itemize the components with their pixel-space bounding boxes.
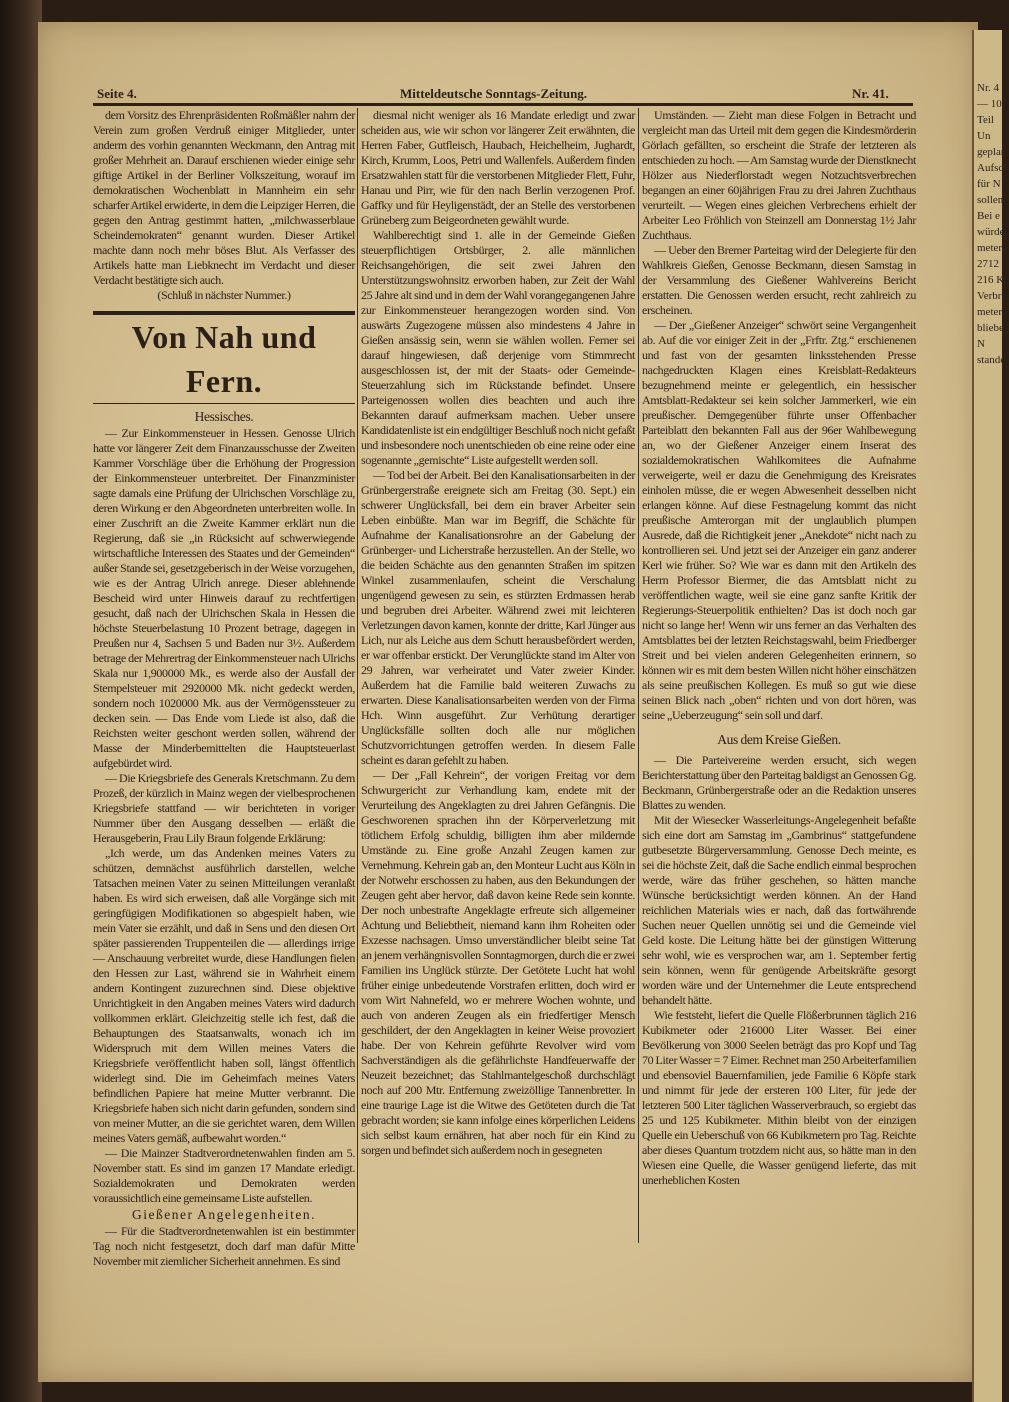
adjacent-page-fragment: Nr. 4 (977, 82, 999, 94)
issue-number: Nr. 41. (852, 86, 889, 101)
article-paragraph: Mit der Wiesecker Wasserleitungs-Angelegenheit befaßte sich eine dort am Samstag im „Gambrinus“ stattgefundene gutbesetzte Bürgerversammlung. Genosse Dech meinte, es sei die höchste Zeit, daß die Sache endlich einmal besprochen werde, wäre das früher geschehen, so hätten manche Wünsche berücksichtigt werden können. An der Hand reichlichen Materials wies er nach, daß das fortwährende Suchen neuer Quellen unnötig sei und die Gemeinde viel Geld koste. Die Leitung hätte bei der günstigen Witterung sehr wohl, wie es versprochen war, am 1. September fertig sein können, wenn für genügende Arbeitskräfte gesorgt worden wäre und der Unternehmer die Leute entsprechend behandelt hätte. (642, 813, 916, 1007)
adjacent-page-fragment: Teil (977, 114, 994, 126)
article-paragraph: — Die Mainzer Stadtverordnetenwahlen finden am 5. November statt. Es sind im ganzen 17 Mandate erledigt. Sozialdemokraten und Demokraten werden voraussichtlich eine gemeinsame Liste aufstellen. (93, 1146, 355, 1205)
article-paragraph: — Ueber den Bremer Parteitag wird der Delegierte für den Wahlkreis Gießen, Genosse Beckmann, diesen Samstag in der Versammlung des Gießener Wahlvereins Bericht erstatten. Die Genossen werden ersucht, recht zahlreich zu erscheinen. (642, 243, 916, 317)
article-paragraph: „Ich werde, um das Andenken meines Vaters zu schützen, demnächst ausführlich darstellen, welche Tatsachen meinen Vater zu seinen Mitteilungen veranlaßt haben. Es wird sich erweisen, daß alle Vorgänge sich mit geringfügigen Modifikationen so abgespielt haben, wie mein Vater sie erzählt, und daß in Sens und den diesen Ort später passierenden Truppenteilen die — allerdings irrige — Anschauung verbreitet wurde, diese Handlungen fielen den Hessen zur Last, während sie in Wahrheit einem andern Kontingent zuzurechnen sind. Diese objektive Unrichtigkeit in den Angaben meines Vaters wird dadurch vollkommen erklärt. Gleichzeitig stelle ich fest, daß die Behauptungen des Staatsanwalts, wonach ich im Widerspruch mit dem Willen meines Vaters die Kriegsbriefe veröffentlicht haben soll, längst öffentlich widerlegt sind. Die im Geheimfach meines Vaters befindlichen Papiere hat meine Mutter verbrannt. Die Kriegsbriefe haben sich nicht darin gefunden, sondern sind von meiner Mutter, an die sie gerichtet waren, dem Willen meines Vaters gemäß, aufbewahrt worden.“ (93, 846, 355, 1145)
article-paragraph: diesmal nicht weniger als 16 Mandate erledigt und zwar scheiden aus, wie wir schon vor längerer Zeit erwähnten, die Herren Faber, Gutfleisch, Haubach, Heichelheim, Jughardt, Kirch, Krumm, Loos, Petri und Wallenfels. Außerdem finden Ersatzwahlen statt für die verstorbenen Mitglieder Flett, Fuhr, Hanau und Pirr, wie für den nach Berlin verzogenen Prof. Gaffky und für Heyligenstädt, der an Stelle des verstorbenen Grüneberg zum Beigeordneten gewählt wurde. (361, 108, 635, 227)
column-3 (642, 108, 916, 1188)
adjacent-page-fragment: metern (977, 242, 1008, 254)
article-paragraph: — Für die Stadtverordnetenwahlen ist ein bestimmter Tag noch nicht festgesetzt, doch darf man dafür Mitte November mit ziemlicher Sicherheit annehmen. Es sind (93, 1224, 355, 1268)
column-2 (361, 108, 635, 1158)
adjacent-page-fragment: sollen (977, 194, 1004, 206)
article-paragraph: Wahlberechtigt sind 1. alle in der Gemeinde Gießen steuerpflichtigen Ortsbürger, 2. alle männlichen Reichsangehörigen, die seit zwei Jahren den Unterstützungswohnsitz erworben haben, zur Zeit der Wahl 25 Jahre alt sind und in dem der Wahl vorangegangenen Jahre zur Einkommensteuer herangezogen worden sind. Von auswärts Zugezogene müssen also mindestens 4 Jahre in Gießen ansässig sein, wenn sie wählen wollen. Ferner sei darauf hingewiesen, daß derjenige vom Stimmrecht ausgeschlossen ist, der mit der Staats- oder Gemeinde-Steuerzahlung sich im Rückstande befindet. Unsere Parteigenossen wollen dies beachten und auch ihre Bekannten darauf aufmerksam machen. Ueber unsere Kandidatenliste ist ein endgültiger Beschluß noch nicht gefaßt und insbesondere noch unentschieden ob eine reine oder eine sogenannte „gemischte“ Liste aufgestellt werden soll. (361, 228, 635, 467)
adjacent-page-fragment: Un (977, 130, 991, 142)
adjacent-page-fragment: Verbr (977, 290, 1002, 302)
adjacent-page-fragment: bliebe (977, 322, 1004, 334)
column-1 (93, 108, 355, 1269)
article-paragraph: — Die Kriegsbriefe des Generals Kretschmann. Zu dem Prozeß, der kürzlich in Mainz wegen der vielbesprochenen Kriegsbriefe stattfand — wir berichteten in voriger Nummer über den Ausgang desselben — erläßt die Herausgeberin, Frau Lily Braun folgende Erklärung: (93, 771, 355, 845)
adjacent-page-fragment: für N (977, 178, 1001, 190)
header-rule (93, 103, 913, 106)
book-binding (0, 0, 42, 1402)
subsection-title: Gießener Angelegenheiten. (132, 1207, 316, 1222)
subsection-title: Hessisches. (194, 409, 254, 424)
adjacent-page-fragment: Bei e (977, 210, 1000, 222)
article-paragraph: — Der „Fall Kehrein“, der vorigen Freitag vor dem Schwurgericht zur Verhandlung kam, endete mit der Verurteilung des Angeklagten zu drei Jahren Gefängnis. Die Geschworenen sprachen ihn der Körperverletzung mit tötlichem Erfolg schuldig, billigten ihm aber mildernde Umstände zu. Eine große Anzahl Zeugen kamen zur Vernehmung. Kehrein gab an, den Monteur Lucht aus Köln in der Notwehr erschossen zu haben, aus den Bekundungen der Zeugen geht aber hervor, daß davon keine Rede sein konnte. Der noch unbestrafte Angeklagte erfreute sich allgemeiner Achtung und Beliebtheit, niemand kann ihm Roheiten oder Exzesse nachsagen. Umso unverständlicher bleibt seine Tat an jenem verhängnisvollen Sonntagmorgen, durch die er zwei Familien ins Unglück stürzte. Der Getötete Lucht hat wohl früher einige unbedeutende Vorstrafen erlitten, doch wird er vom Wirt Nahnefeld, wo er mehrere Wochen wohnte, und auch von anderen Zeugen als ein friedfertiger Mensch geschildert, der den Angeklagten in keiner Weise provoziert habe. Der von Kehrein geführte Revolver wird vom Sachverständigen als die gefährlichste Handfeuerwaffe der Neuzeit bezeichnet; das Stahlmantelgeschoß durchschlägt noch auf 200 Mtr. Entfernung zweizöllige Tannenbretter. In eine traurige Lage ist die Witwe des Getöteten durch die Tat gebracht worden; sie kann infolge eines körperlichen Leidens sich selbst kaum ernähren, hat aber noch für ein Kind zu sorgen und befindet sich außerdem noch in gesegneten (361, 768, 635, 1157)
article-paragraph: Wie feststeht, liefert die Quelle Flößerbrunnen täglich 216 Kubikmeter oder 216000 Liter Wasser. Bei einer Bevölkerung von 3000 Seelen beträgt das pro Kopf und Tag 70 Liter Wasser = 7 Eimer. Rechnet man 250 Arbeiterfamilien und ebensoviel Bauernfamilien, jede Familie 6 Köpfe stark und nimmt für jede der ersteren 100 Liter, für jede der letzteren 500 Liter täglichen Wasserverbrauch, so ergiebt das 25 und 125 Kubikmeter. Mithin bleibt von der einzigen Quelle ein Ueberschuß von 66 Kubikmetern pro Tag. Reichte aber dieses Quantum trotzdem nicht aus, so hätte man in den Wiesen eine Quelle, die Wasser genügend lieferte, das mit unerheblichen Kosten (642, 1008, 916, 1187)
article-paragraph: Umständen. — Zieht man diese Folgen in Betracht und vergleicht man das Urteil mit dem gegen die Kindesmörderin Görlach gefällten, so erscheint die Strafe der letzteren als entschieden zu hoch. — Am Samstag wurde der Dienstknecht Hölzer aus Niederflorstadt wegen Notzuchtsverbrechen begangen an einer 60jährigen Frau zu drei Jahren Zuchthaus verurteilt. — Wegen eines gleichen Verbrechens erhielt der Arbeiter Leo Fröhlich von Steinzell am Donnerstag 1½ Jahr Zuchthaus. (642, 108, 916, 242)
page-number: Seite 4. (97, 86, 137, 101)
adjacent-page-fragment: 2712 (977, 258, 999, 270)
column-divider (357, 108, 358, 1243)
adjacent-page-fragment: meter (977, 306, 1003, 318)
article-paragraph: — Der „Gießener Anzeiger“ schwört seine Vergangenheit ab. Auf die vor einiger Zeit in der „Frftr. Ztg.“ erschienenen und fast von der gesamten linksstehenden Presse nachgedruckten Klagen eines Kreisblatt-Redakteurs bezugnehmend meinte er gelegentlich, ein hessischer Amtsblatt-Redakteur sei kein solcher Jammerkerl, wie ein preußischer. Demgegenüber führte unser Offenbacher Parteiblatt den bekannten Fall aus der 96er Wahlbewegung an, wo der Gießener Anzeiger einem Inserat des sozialdemokratischen Wahlkomitees die Aufnahme verweigerte, weil er dazu die Genehmigung des Kreisrates einholen müsse, die er wegen Abwesenheit desselben nicht erlangen könne. Auf diese Festnagelung kommt das nicht preußische Amterorgan mit der unglaublich plumpen Ausrede, daß die Richtigkeit jener „Anekdote“ nicht nach zu kontrollieren sei. Und jetzt sei der Anzeiger ein ganz anderer Kerl wie früher. So? Wie war es dann mit den Artikeln des Herrn Professor Biermer, die das Amtsblatt nicht zu veröffentlichen wagte, weil sie eine ganz sanfte Kritik der Regierungs-Steuerpolitik enthielten? Das ist doch noch gar nicht so lange her! Wenn wir uns ferner an das Verhalten des Amtsblattes bei der letzten Reichstagswahl, beim Friedberger Streit und bei vielen anderen Gelegenheiten erinnern, so können wir es mit dem besten Willen nicht höher einschätzen als seine preußischen Kollegen. Es muß so gut wie diese seinen Blick nach „oben“ richten und von dort hören, was seine „Ueberzeugung“ sein soll und darf. (642, 318, 916, 722)
continued-note: (Schluß in nächster Nummer.) (157, 288, 291, 302)
adjacent-page-fragment: N (977, 338, 985, 350)
adjacent-page-fragment: Aufsch (977, 162, 1009, 174)
article-paragraph: — Die Parteivereine werden ersucht, sich wegen Berichterstattung über den Parteitag baldigst an Genossen Gg. Beckmann, Grünbergerstraße oder an die Redaktion unseres Blattes zu wenden. (642, 753, 916, 812)
adjacent-page-fragment: würde, (977, 226, 1008, 238)
adjacent-page-fragment: 216 K (977, 274, 1005, 286)
article-paragraph: — Zur Einkommensteuer in Hessen. Genosse Ulrich hatte vor längerer Zeit dem Finanzausschusse der Zweiten Kammer Vorschläge über die Erhöhung der Progression der Einkommensteuer unterbreitet. Der Finanzminister sagte damals eine Prüfung der Ulrichschen Vorschläge zu, deren Wirkung er den Abgeordneten unterbreiten wolle. In einer Zuschrift an die Zweite Kammer erklärt nun die Regierung, daß sie „in Rücksicht auf schwerwiegende wirtschaftliche Interessen des Staates und der Gemeinden“ außer Stande sei, gesetzgeberisch in der Weise vorzugehen, wie es der Antrag Ulrich anrege. Dieser ablehnende Bescheid wird unter Hinweis darauf zu rechtfertigen gesucht, daß nach der Ulrichschen Skala in Hessen die höchste Steuerbelastung 10 Prozent betrage, dagegen in Preußen nur 4, Sachsen 5 und Baden nur 3½. Außerdem betrage der Mehrertrag der Einkommensteuer nach Ulrichs Skala nur 1,900000 Mk., es werde also der Ausfall der Stempelsteuer mit 2920000 Mk. nicht gedeckt werden, sondern noch 1020000 Mk. aus der Vermögenssteuer zu decken sein. — Das Ende vom Liede ist also, daß die Reichsten weiter geschont werden sollen, während der Masse der Minderbemittelten die Hauptsteuerlast aufgebürdet wird. (93, 426, 355, 770)
subsection-title: Aus dem Kreise Gießen. (717, 732, 841, 747)
column-divider (638, 108, 639, 1243)
newspaper-title: Mitteldeutsche Sonntags-Zeitung. (400, 86, 588, 101)
section-title: Von Nah und Fern. (93, 311, 355, 404)
adjacent-page-edge (972, 30, 1009, 1402)
adjacent-page-fragment: stande (977, 354, 1006, 366)
adjacent-page-fragment: geplan (977, 146, 1007, 158)
article-paragraph: — Tod bei der Arbeit. Bei den Kanalisationsarbeiten in der Grünbergerstraße ereignete sich am Freitag (30. Sept.) ein schwerer Unglücksfall, bei dem ein braver Arbeiter sein Leben einbüßte. Man war im Begriff, die Schächte für Aufnahme der Kanalisationsrohre an der Gabelung der Grünberger- und Licherstraße herzustellen. An der Stelle, wo die beiden Schächte aus den genannten Straßen im spitzen Winkel zusammenlaufen, scheint die Verschalung ungenügend gewesen zu sein, es stürzten Erdmassen herab und begruben drei Arbeiter. Während zwei mit leichteren Verletzungen davon kamen, konnte der dritte, Karl Jünger aus Lich, nur als Leiche aus dem Schutt herausbefördert werden, er war offenbar erstickt. Der Verunglückte stand im Alter von 29 Jahren, war verheiratet und Vater zweier Kinder. Außerdem hat die Familie bald weiteren Zuwachs zu erwarten. Diese Kanalisationsarbeiten werden von der Firma Hch. Winn ausgeführt. Zur Verhütung derartiger Unglücksfälle sollten doch alle nur möglichen Schutzvorrichtungen getroffen werden. In diesem Falle scheint es daran gefehlt zu haben. (361, 468, 635, 767)
article-text: dem Vorsitz des Ehrenpräsidenten Roßmäßler nahm der Verein zum großen Verdruß einiger Mitglieder, unter anderm des vorhin genannten Weckmann, den Antrag mit großer Mehrheit an. Darauf erschienen wieder einige sehr giftige Artikel in der Berliner Volkszeitung, worauf im demokratischen Wochenblatt in Mannheim ein sehr scharfer Artikel erwiderte, in dem die Leipziger Herren, die gegen den Antrag gestimmt hatten, „milchwasserblaue Scheindemokraten“ genannt wurden. Dieser Artikel machte dann noch mehr böses Blut. Als Verfasser des Artikels hatte man Liebknecht im Verdacht und dieser Verdacht bestätigte sich auch. (93, 108, 355, 287)
adjacent-page-fragment: — 10 (977, 98, 1002, 110)
